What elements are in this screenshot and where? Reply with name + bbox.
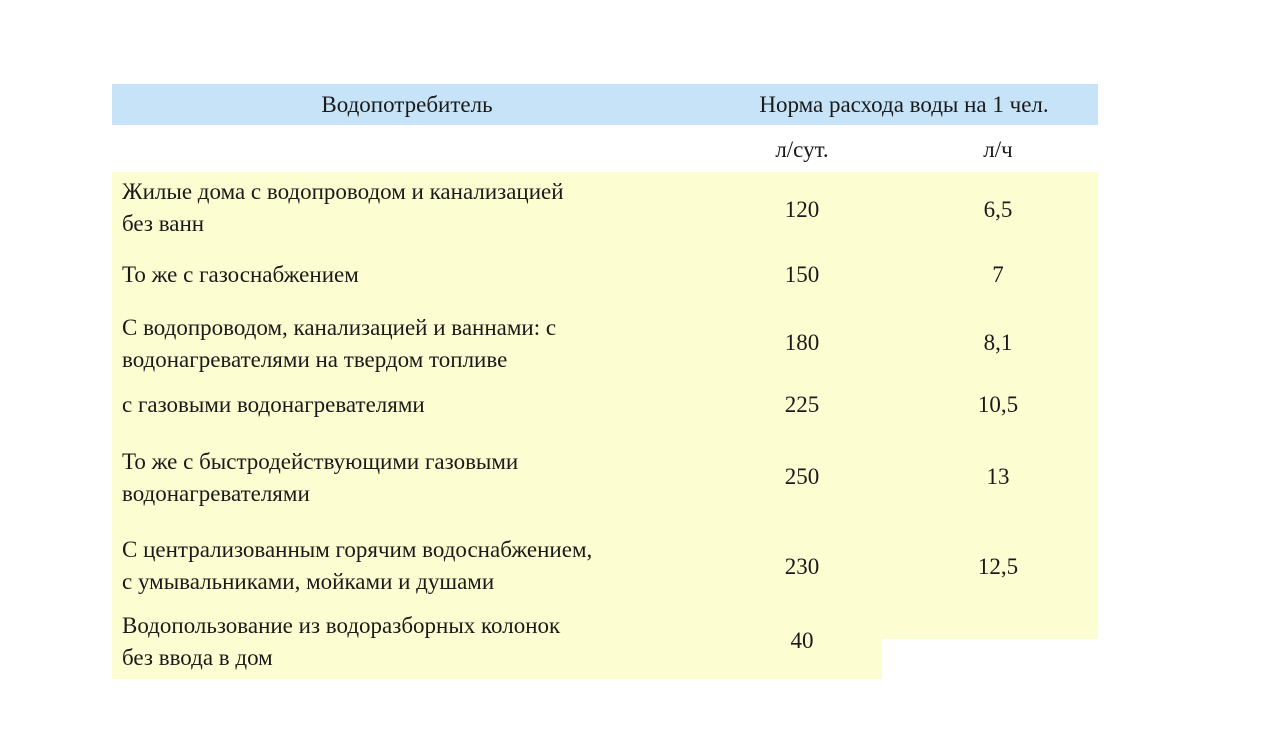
header-consumer: Водопотребитель [321,92,493,117]
unit-per-day: л/сут. [775,137,829,162]
row-name [122,312,722,376]
row-name-line: без ввода в дом [122,645,273,670]
row-name [122,259,722,291]
row-per-day: 225 [784,392,820,417]
row-name-line: С водопроводом, канализацией и ваннами: с [122,315,557,340]
row-per-hour: 6,5 [983,197,1013,222]
table-body [112,172,1098,679]
row-name [122,610,722,674]
row-per-day: 180 [784,330,820,355]
row-per-hour: 13 [986,464,1010,489]
row-per-hour: 12,5 [977,554,1019,579]
row-per-hour: 7 [992,262,1004,287]
row-per-day: 230 [784,554,820,579]
row-name [122,446,722,510]
row-per-hour: 10,5 [977,392,1019,417]
row-name-line: с газовыми водонагревателями [122,392,425,417]
table-row [112,309,1098,389]
blank-corner-cell [882,639,1098,679]
table-row [112,257,1098,309]
row-name-line: Жилые дома с водопроводом и канализацией [122,179,564,204]
row-name-line: То же с газоснабжением [122,262,359,287]
table-row [112,528,1098,608]
row-name-line: без ванн [122,211,205,236]
header-norm: Норма расхода воды на 1 чел. [759,92,1049,117]
table-row [112,172,1098,257]
row-name [122,389,722,421]
row-name-line: Водопользование из водоразборных колонок [122,613,561,638]
row-name-line: водонагревателями на твердом топливе [122,347,508,372]
row-per-hour: 8,1 [983,330,1013,355]
row-name-line: То же с быстродействующими газовыми [122,449,519,474]
row-name-line: с умывальниками, мойками и душами [122,569,495,594]
row-name [122,534,722,598]
unit-per-hour: л/ч [983,137,1013,162]
row-per-day: 40 [790,628,814,653]
row-name-line: С централизованным горячим водоснабжением, [122,537,593,562]
row-name [122,176,722,240]
row-name-line: водонагревателями [122,481,310,506]
row-per-day: 150 [784,262,820,287]
table-row [112,389,1098,444]
table-row [112,444,1098,528]
row-per-day: 250 [784,464,820,489]
row-per-day: 120 [784,197,820,222]
units-row [112,125,1098,172]
water-norms-table [112,84,1098,679]
table-header-row [112,84,1098,125]
